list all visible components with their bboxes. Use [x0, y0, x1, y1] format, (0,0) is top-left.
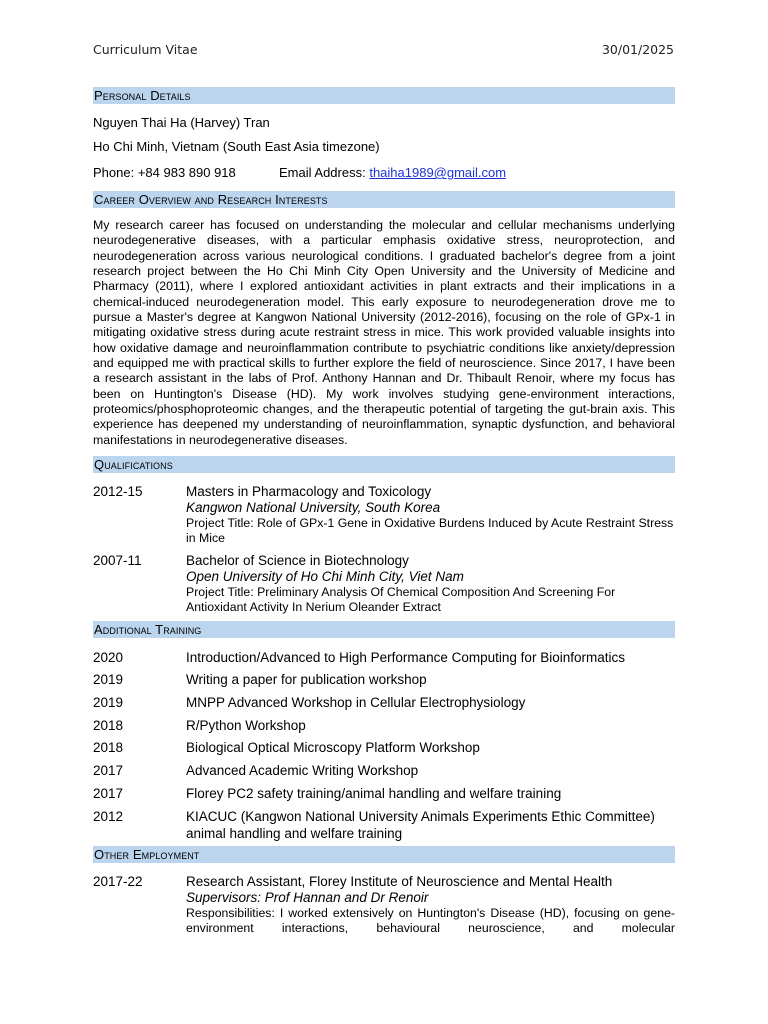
qualification-years: 2012-15: [93, 484, 143, 499]
training-title: Introduction/Advanced to High Performance Computing for Bioinformatics: [186, 650, 625, 665]
employment-supervisors: Supervisors: Prof Hannan and Dr Renoir: [186, 890, 429, 905]
qualification-entry: [186, 552, 675, 615]
qualification-institution: Open University of Ho Chi Minh City, Viet Nam: [186, 569, 464, 584]
training-year: 2012: [93, 809, 124, 824]
section-qualifications: [93, 456, 675, 473]
qualification-project: Project Title: Role of GPx-1 Gene in Oxidative Burdens Induced by Acute Restraint Stress in Mice: [186, 516, 674, 545]
qualification-years: 2007-11: [93, 553, 142, 568]
person-phone: Phone: +84 983 890 918: [93, 165, 236, 180]
training-title: Biological Optical Microscopy Platform Workshop: [186, 740, 480, 755]
qualification-institution: Kangwon National University, South Korea: [186, 500, 441, 515]
person-location: Ho Chi Minh, Vietnam (South East Asia timezone): [93, 139, 380, 154]
training-title: MNPP Advanced Workshop in Cellular Electrophysiology: [186, 695, 526, 710]
training-year: 2018: [93, 718, 124, 733]
section-heading: Personal Details: [94, 88, 191, 103]
employment-years: 2017-22: [93, 874, 143, 889]
training-title: Writing a paper for publication workshop: [186, 672, 427, 687]
training-year: 2017: [93, 763, 124, 778]
training-title: Florey PC2 safety training/animal handling and welfare training: [186, 786, 562, 801]
employment-responsibilities: Responsibilities: I worked extensively on Huntington's Disease (HD), focusing on gene-environment interactions, behavioural neuroscience, and molecular: [186, 906, 675, 935]
qualification-title: Masters in Pharmacology and Toxicology: [186, 484, 432, 499]
document-title: Curriculum Vitae: [93, 42, 198, 57]
training-title: KIACUC (Kangwon National University Animals Experiments Ethic Committee) animal handling and welfare training: [186, 809, 655, 841]
training-year: 2020: [93, 650, 124, 665]
career-overview-text: My research career has focused on understanding the molecular and cellular mechanisms underlying neurodegenerative diseases, with a particular emphasis oxidative stress, neuroprotection, and neurodegeneration across various neurological conditions. I graduated bachelor's degree from a joint research project between the Ho Chi Minh City Open University and the University of Medicine and Pharmacy (2011), where I explored antioxidant activities in plant extracts and their implications in a chemical-induced neurodegeneration model. This early exposure to neurodegeneration drove me to pursue a Master's degree at Kangwon National University (2012-2016), focusing on the role of GPx-1 in mitigating oxidative stress during acute restraint stress in mice. This work provided valuable insights into how oxidative damage and neuroinflammation contribute to psychiatric conditions like anxiety/depression and equipped me with practical skills to further explore the field of neuroscience. Since 2017, I have been a research assistant in the labs of Prof. Anthony Hannan and Dr. Thibault Renoir, where my focus has been on Huntington's Disease (HD). My work involves studying gene-environment interactions, proteomics/phosphoproteomic changes, and the therapeutic potential of targeting the gut-brain axis. This experience has deepened my understanding of neuroinflammation, synaptic dysfunction, and behavioral manifestations in neurodegenerative diseases.: [93, 218, 675, 447]
training-year: 2018: [93, 740, 124, 755]
training-year: 2019: [93, 672, 124, 687]
qualification-title: Bachelor of Science in Biotechnology: [186, 553, 409, 568]
qualification-entry: [186, 483, 675, 546]
employment-entry: [186, 873, 675, 936]
section-personal-details: [93, 87, 675, 104]
document-date: 30/01/2025: [601, 42, 674, 57]
section-other-employment: [93, 846, 675, 863]
employment-title: Research Assistant, Florey Institute of Neuroscience and Mental Health: [186, 874, 613, 889]
section-additional-training: [93, 621, 675, 638]
qualification-project: Project Title: Preliminary Analysis Of Chemical Composition And Screening For Antioxidant Activity In Nerium Oleander Extract: [186, 585, 616, 614]
section-heading: Qualifications: [94, 457, 173, 472]
section-heading: Career Overview and Research Interests: [94, 192, 328, 207]
email-label: Email Address:: [279, 165, 366, 180]
section-career-overview: [93, 191, 675, 208]
training-year: 2017: [93, 786, 124, 801]
training-year: 2019: [93, 695, 124, 710]
section-heading: Other Employment: [94, 847, 200, 862]
email-link[interactable]: thaiha1989@gmail.com: [369, 165, 507, 180]
section-heading: Additional Training: [94, 622, 202, 637]
training-title: R/Python Workshop: [186, 718, 306, 733]
email-row: [279, 165, 506, 181]
training-title: Advanced Academic Writing Workshop: [186, 763, 419, 778]
person-name: Nguyen Thai Ha (Harvey) Tran: [93, 115, 270, 130]
